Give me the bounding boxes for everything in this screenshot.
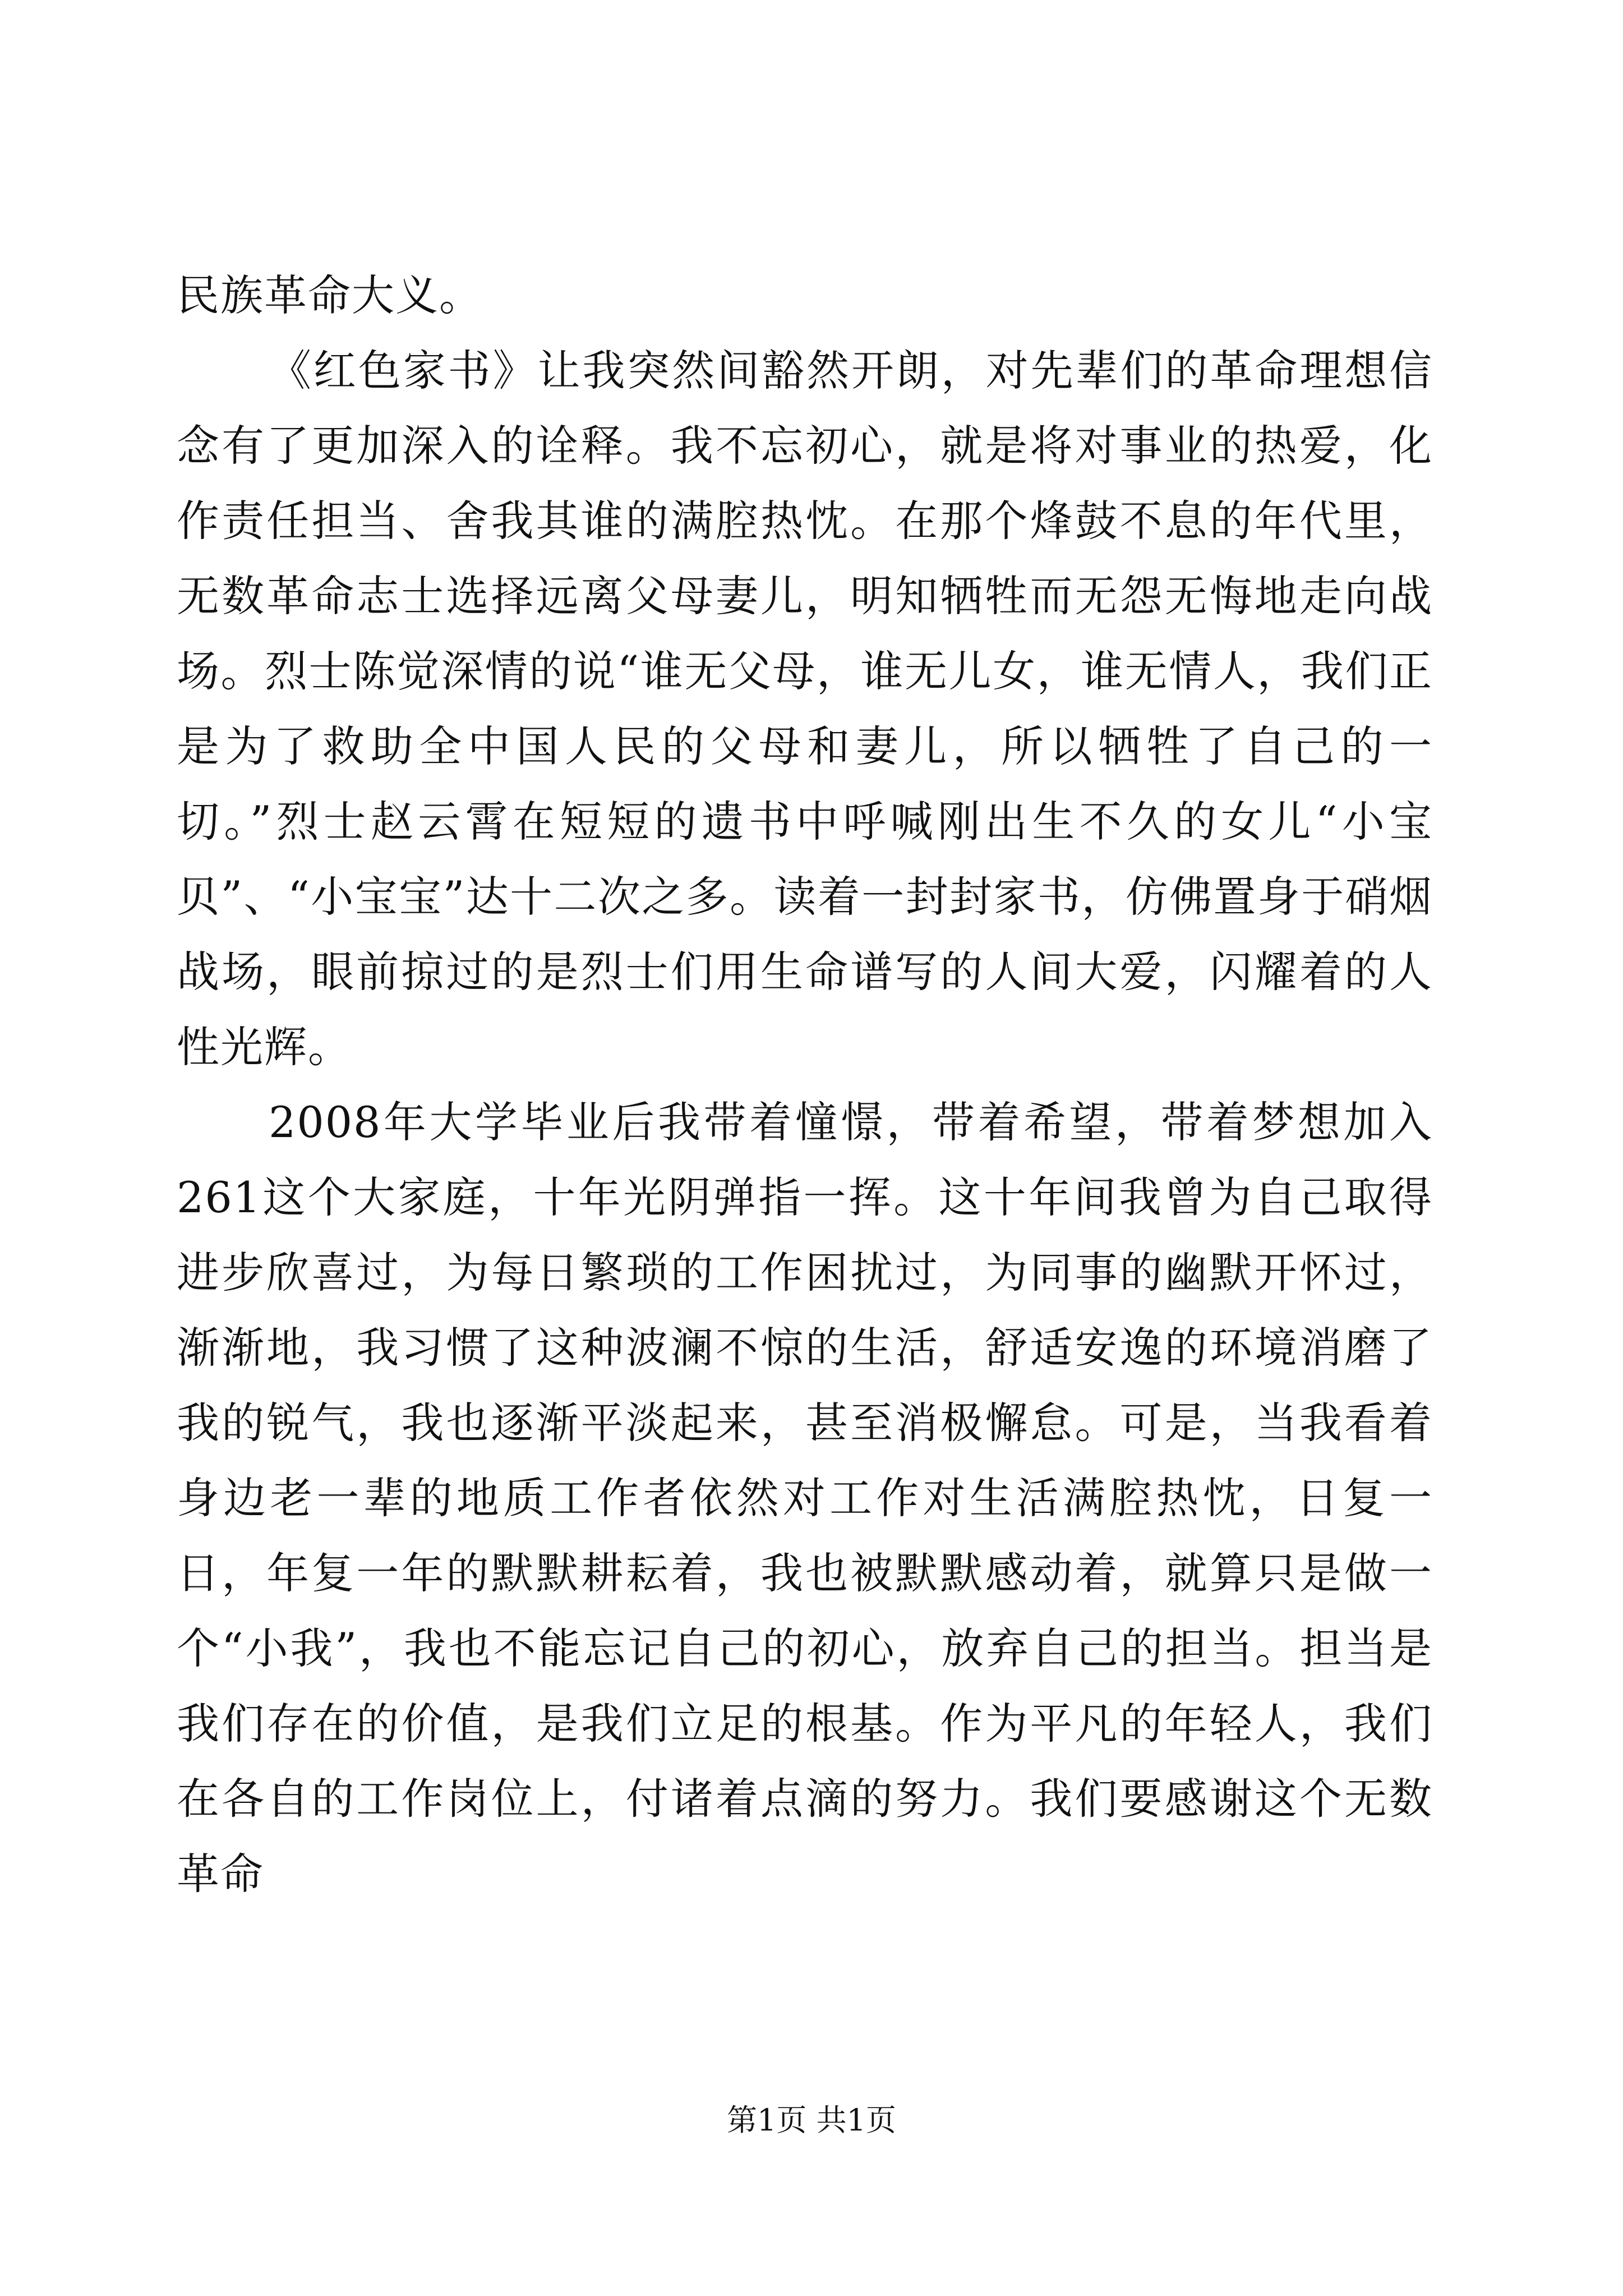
document-body bbox=[177, 258, 1433, 1912]
paragraph-red-family-letters: 《红色家书》让我突然间豁然开朗，对先辈们的革命理想信念有了更加深入的诠释。我不忘初心，就是将对事业的热爱，化作责任担当、舍我其谁的满腔热忱。在那个烽鼓不息的年代里，无数革命志士选择远离父母妻儿，明知牺牲而无怨无悔地走向战场。烈士陈觉深情的说“谁无父母，谁无儿女，谁无情人，我们正是为了救助全中国人民的父母和妻儿，所以牺牲了自己的一切。”烈士赵云霄在短短的遗书中呼喊刚出生不久的女儿“小宝贝”、“小宝宝”达十二次之多。读着一封封家书，仿佛置身于硝烟战场，眼前掠过的是烈士们用生命谱写的人间大爱，闪耀着的人性光辉。 bbox=[177, 346, 1433, 1072]
page-footer: 第1页 共1页 bbox=[727, 2102, 896, 2138]
paragraph-2008-graduation: 2008年大学毕业后我带着憧憬，带着希望，带着梦想加入261这个大家庭，十年光阴弹指一挥。这十年间我曾为自己取得进步欣喜过，为每日繁琐的工作困扰过，为同事的幽默开怀过，渐渐地，我习惯了这种波澜不惊的生活，舒适安逸的环境消磨了我的锐气，我也逐渐平淡起来，甚至消极懈怠。可是，当我看着身边老一辈的地质工作者依然对工作对生活满腔热忱，日复一日，年复一年的默默耕耘着，我也被默默感动着，就算只是做一个“小我”，我也不能忘记自己的初心，放弃自己的担当。担当是我们存在的价值，是我们立足的根基。作为平凡的年轻人，我们在各自的工作岗位上，付诸着点滴的努力。我们要感谢这个无数革命 bbox=[177, 1097, 1433, 1899]
paragraph-continuation: 民族革命大义。 bbox=[177, 270, 483, 320]
